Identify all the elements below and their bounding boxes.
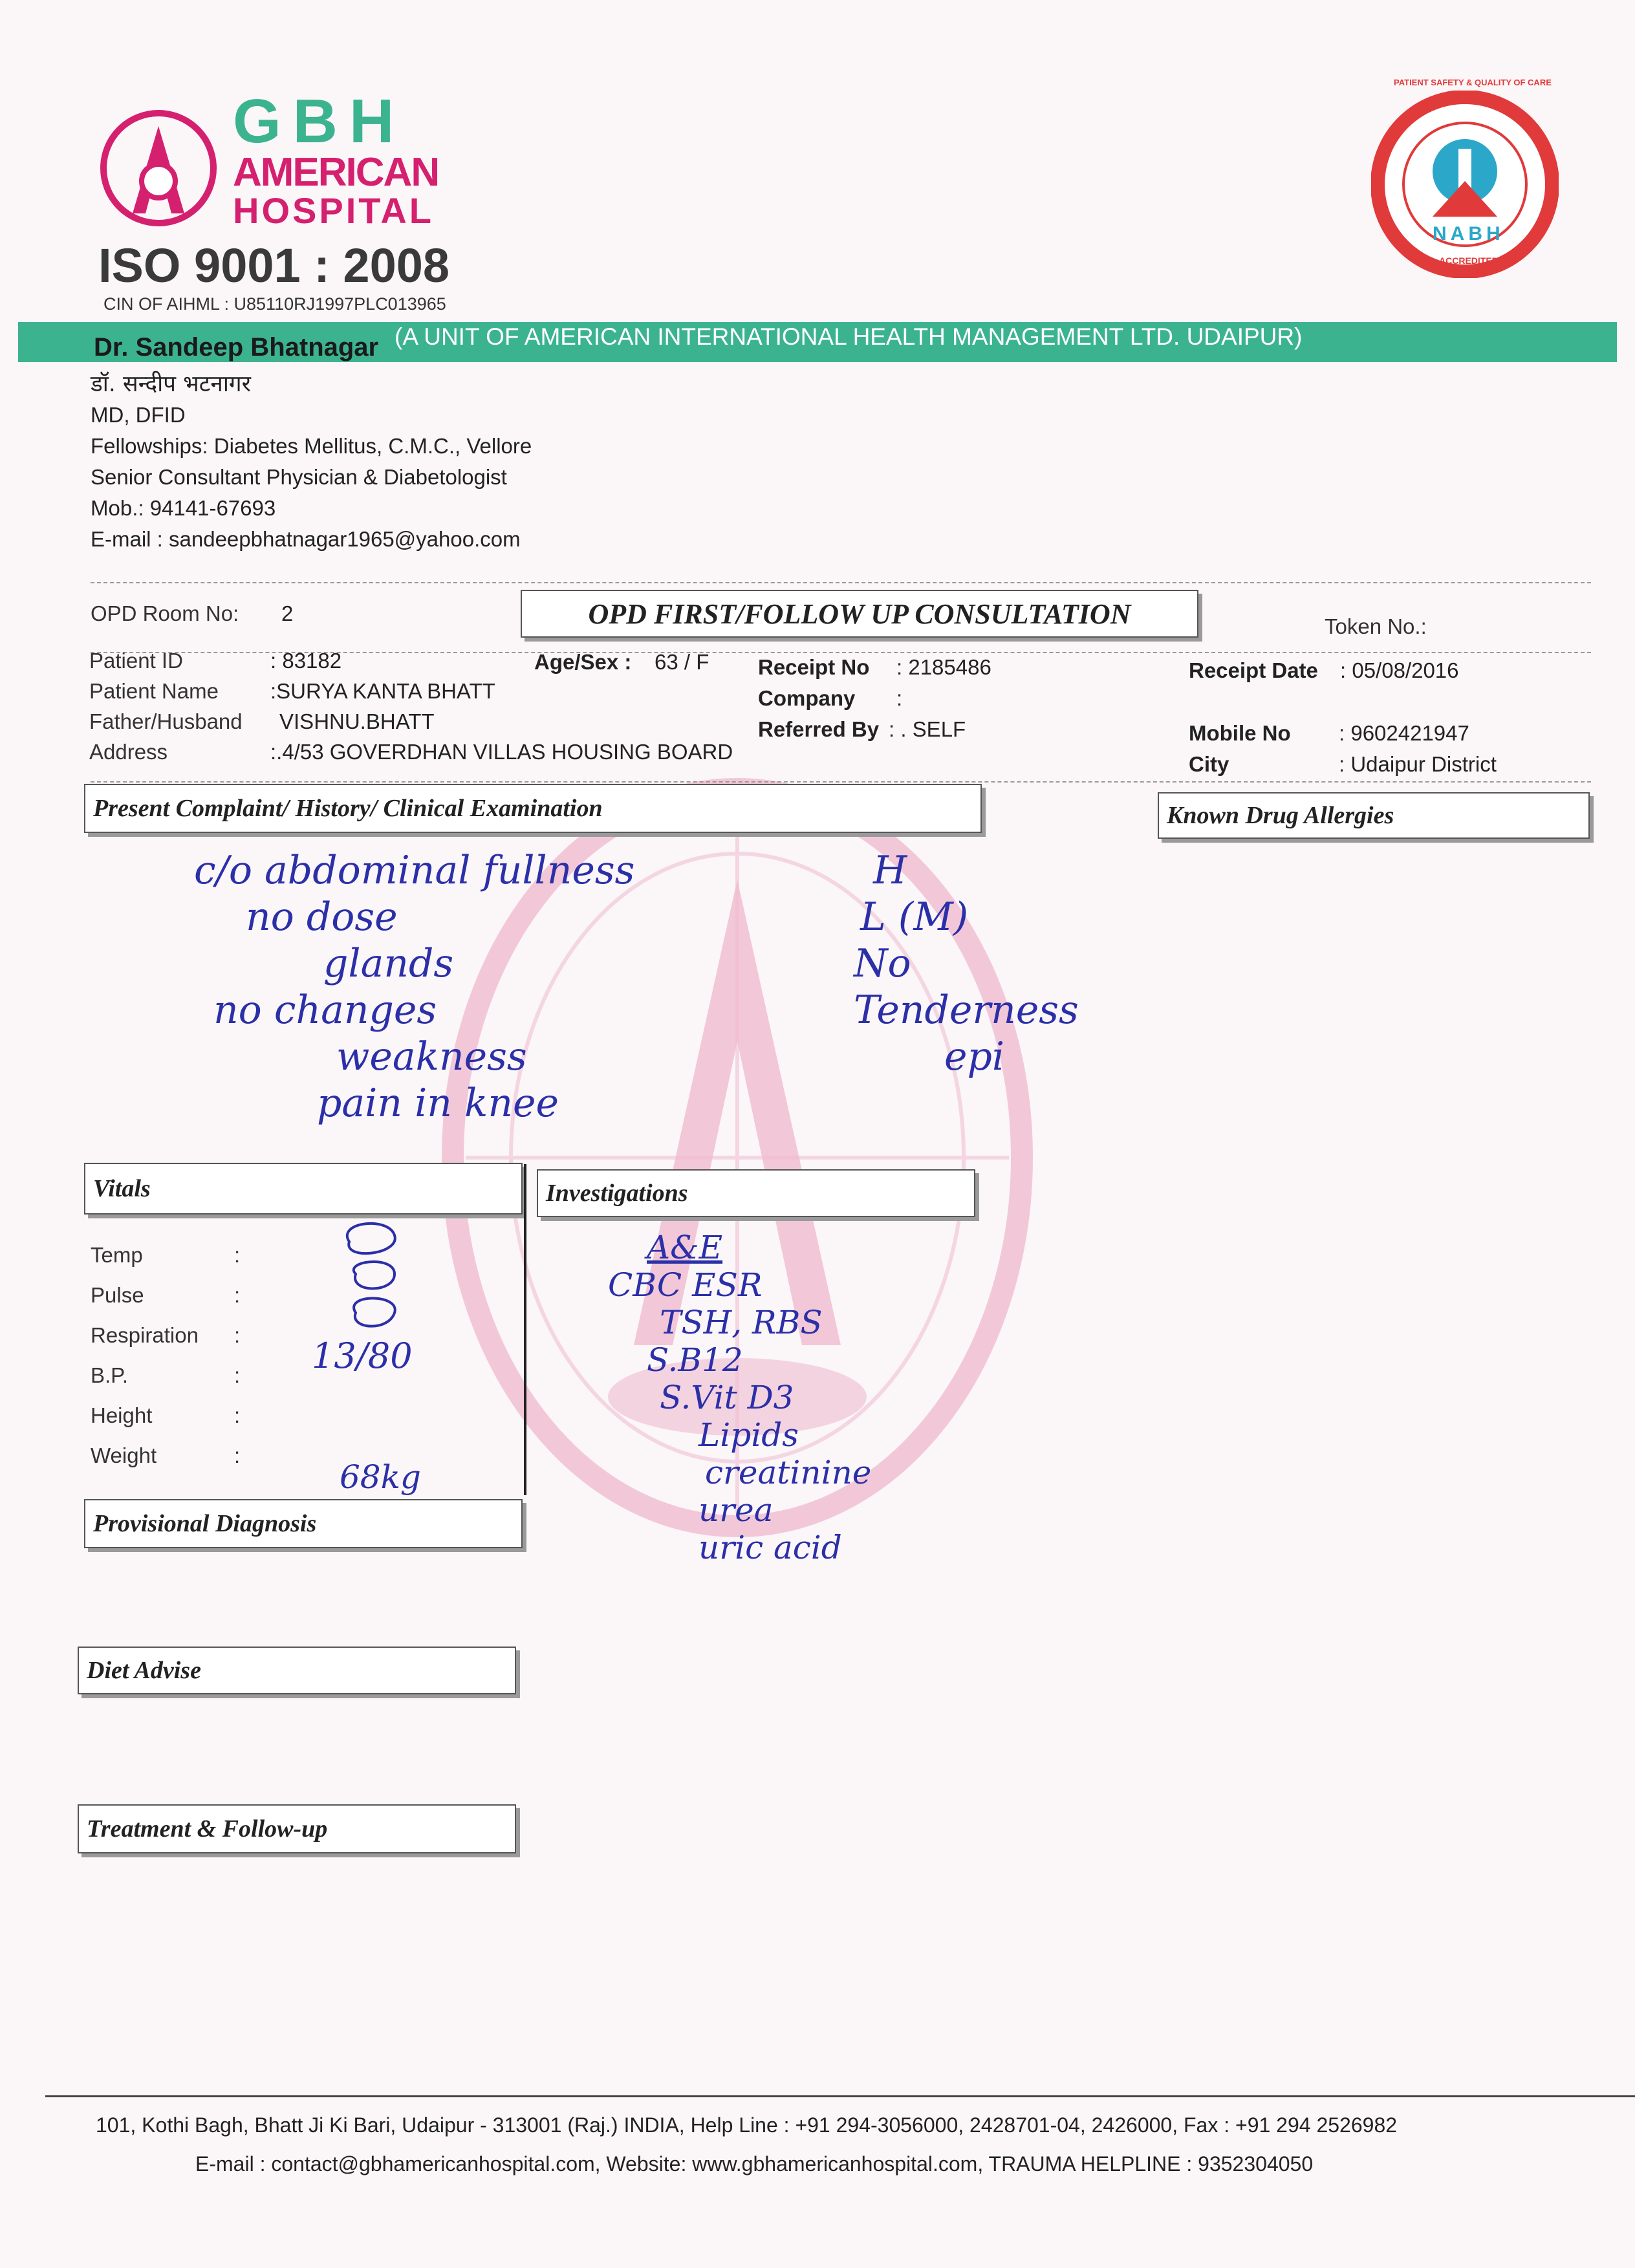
hospital-logo-icon	[97, 103, 220, 233]
receipt-date-value: : 05/08/2016	[1340, 658, 1459, 682]
vitals-colon: :	[234, 1443, 241, 1467]
opd-room-value: 2	[281, 601, 294, 625]
bp-value: 13/80	[312, 1335, 413, 1376]
city-label: City	[1189, 752, 1229, 776]
handwritten-investigation: uric acid	[698, 1529, 842, 1566]
handwritten-investigation: creatinine	[705, 1454, 872, 1491]
patient-id-value: : 83182	[270, 649, 342, 673]
opd-room-label: OPD Room No:	[91, 601, 239, 625]
nabh-accreditation-icon	[1371, 91, 1559, 278]
iso-certification: ISO 9001 : 2008	[98, 239, 450, 292]
vitals-divider	[524, 1164, 526, 1495]
receipt-date-label: Receipt Date	[1189, 658, 1318, 682]
opd-title: OPD FIRST/FOLLOW UP CONSULTATION	[521, 590, 1198, 638]
father-value: VISHNU.BHATT	[279, 709, 435, 733]
doctor-fellowship: Fellowships: Diabetes Mellitus, C.M.C., Vellore	[91, 434, 532, 458]
hospital-name-gbh: GBH	[233, 87, 406, 156]
receipt-value: : 2185486	[896, 655, 991, 679]
referred-value: : . SELF	[889, 717, 966, 741]
investigations-section-title: Investigations	[537, 1169, 975, 1217]
handwritten-complaint-line: no changes	[213, 988, 437, 1033]
cin-number: CIN OF AIHML : U85110RJ1997PLC013965	[103, 294, 446, 314]
doctor-name-hindi: डॉ. सन्दीप भटनागर	[91, 371, 251, 397]
doctor-email: E-mail : sandeepbhatnagar1965@yahoo.com	[91, 527, 521, 551]
respiration-label: Respiration	[91, 1323, 199, 1347]
footer-contact: E-mail : contact@gbhamericanhospital.com, Website: www.gbhamericanhospital.com, TRAUMA HELPLINE : 9352304050	[195, 2152, 1314, 2176]
unit-banner-text: (A UNIT OF AMERICAN INTERNATIONAL HEALTH MANAGEMENT LTD. UDAIPUR)	[395, 323, 1303, 350]
handwritten-exam-line: Tenderness	[854, 988, 1079, 1033]
vitals-colon: :	[234, 1363, 241, 1387]
handwritten-exam-line: H	[873, 848, 907, 893]
vitals-colon: :	[234, 1323, 241, 1347]
temp-label: Temp	[91, 1243, 143, 1267]
patient-name-value: :SURYA KANTA BHATT	[270, 679, 495, 703]
patient-id-label: Patient ID	[89, 649, 183, 673]
vitals-handwritten-scribble	[330, 1216, 414, 1332]
handwritten-investigation: S.B12	[647, 1341, 743, 1379]
handwritten-complaint-line: weakness	[336, 1034, 527, 1079]
nabh-top-text: PATIENT SAFETY & QUALITY OF CARE	[1394, 78, 1552, 87]
weight-value: 68kg	[340, 1458, 421, 1496]
handwritten-investigation: Lipids	[698, 1416, 799, 1454]
bp-label: B.P.	[91, 1363, 129, 1387]
handwritten-exam-line: L (M)	[860, 894, 969, 940]
doctor-mobile: Mob.: 94141-67693	[91, 496, 276, 520]
address-value: :.4/53 GOVERDHAN VILLAS HOUSING BOARD	[270, 740, 733, 764]
handwritten-complaint-line: glands	[323, 941, 454, 986]
vitals-section-title: Vitals	[84, 1163, 523, 1215]
company-label: Company	[758, 686, 856, 710]
vitals-colon: :	[234, 1403, 241, 1427]
handwritten-investigation: S.Vit D3	[660, 1379, 794, 1416]
agesex-label: Age/Sex :	[534, 650, 632, 674]
footer-address: 101, Kothi Bagh, Bhatt Ji Ki Bari, Udaipur - 313001 (Raj.) INDIA, Help Line : +91 294-3056000, 2428701-04, 2426000, Fax : +91 294 2526982	[96, 2113, 1398, 2137]
referred-label: Referred By	[758, 717, 880, 741]
vitals-colon: :	[234, 1243, 241, 1267]
footer-divider	[45, 2095, 1635, 2097]
handwritten-complaint-line: no dose	[246, 894, 398, 940]
handwritten-exam-line: epi	[944, 1034, 1005, 1079]
doctor-degree: MD, DFID	[91, 403, 186, 427]
vitals-colon: :	[234, 1283, 241, 1307]
city-value: : Udaipur District	[1339, 752, 1497, 776]
height-label: Height	[91, 1403, 153, 1427]
handwritten-complaint-line: c/o abdominal fullness	[194, 848, 635, 893]
receipt-label: Receipt No	[758, 655, 870, 679]
token-label: Token No.:	[1325, 614, 1427, 638]
handwritten-exam-line: No	[854, 941, 911, 986]
address-label: Address	[89, 740, 168, 764]
pulse-label: Pulse	[91, 1283, 144, 1307]
mobile-label: Mobile No	[1189, 721, 1291, 745]
handwritten-investigation: TSH, RBS	[660, 1304, 823, 1341]
father-label: Father/Husband	[89, 709, 243, 733]
company-value: :	[896, 686, 903, 710]
nabh-label: NABH	[1433, 223, 1504, 244]
agesex-value: 63 / F	[655, 650, 709, 674]
handwritten-investigation: urea	[698, 1491, 774, 1529]
handwritten-investigation: CBC ESR	[608, 1266, 763, 1304]
mobile-value: : 9602421947	[1339, 721, 1469, 745]
hospital-name-american: AMERICAN	[233, 150, 439, 195]
nabh-bottom-text: ACCREDITED	[1439, 255, 1499, 266]
patient-name-label: Patient Name	[89, 679, 219, 703]
doctor-designation: Senior Consultant Physician & Diabetologist	[91, 465, 507, 489]
treatment-section-title: Treatment & Follow-up	[78, 1804, 516, 1853]
weight-label: Weight	[91, 1443, 157, 1467]
allergies-section-title: Known Drug Allergies	[1158, 792, 1590, 839]
diagnosis-section-title: Provisional Diagnosis	[84, 1499, 523, 1548]
handwritten-investigation: A&E	[647, 1229, 723, 1266]
doctor-name: Dr. Sandeep Bhatnagar	[94, 333, 379, 362]
handwritten-complaint-line: pain in knee	[317, 1081, 559, 1126]
diet-section-title: Diet Advise	[78, 1647, 516, 1694]
hospital-name-hospital: HOSPITAL	[233, 190, 434, 231]
complaint-section-title: Present Complaint/ History/ Clinical Examination	[84, 784, 982, 833]
